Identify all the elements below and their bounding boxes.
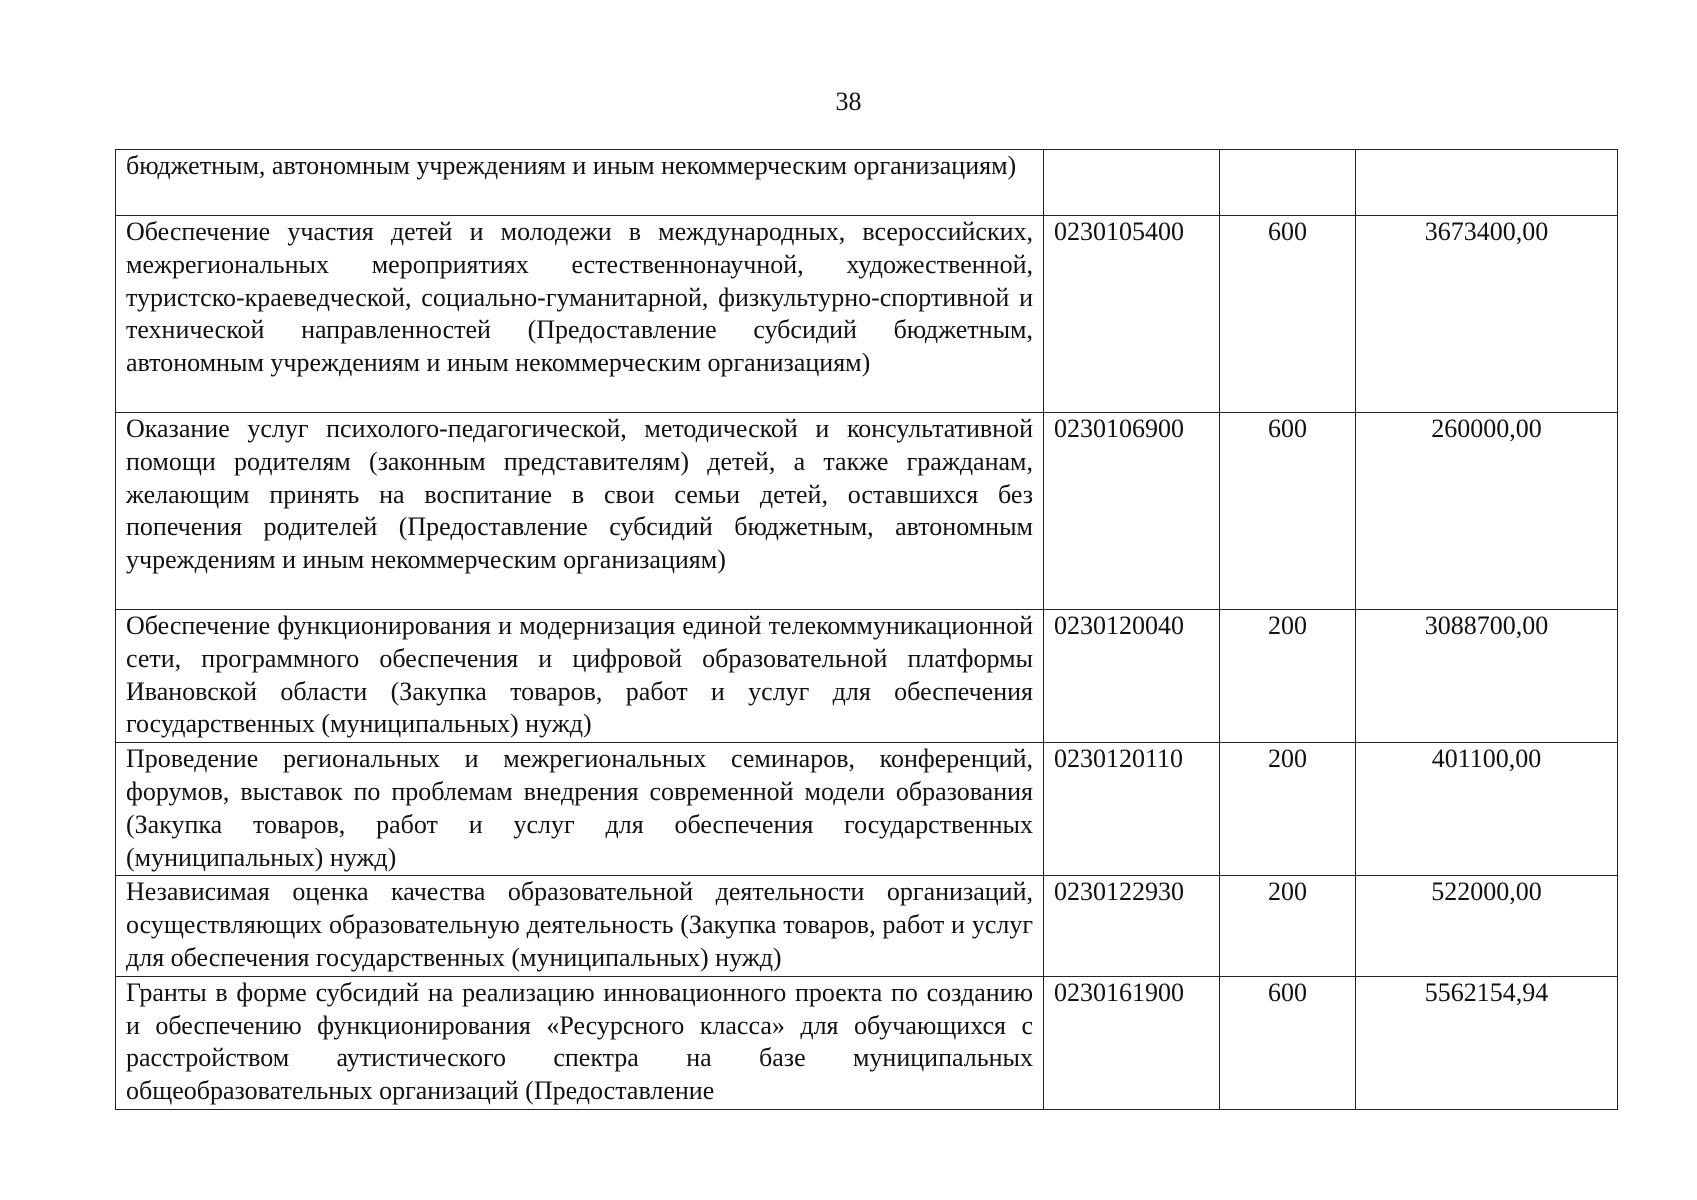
row-name-cell [116,150,1044,216]
row-code-cell: 0230122930 [1044,876,1220,976]
row-type-cell: 600 [1220,216,1356,413]
row-type-cell: 200 [1220,743,1356,876]
budget-table [115,149,1618,1110]
row-code-cell: 0230106900 [1044,413,1220,610]
row-sum-cell: 3673400,00 [1356,216,1618,413]
row-name-text: Проведение региональных и межрегиональных семинаров, конференций, форумов, выставок по проблемам внедрения современной модели образования (Закупка товаров, работ и услуг для обеспечения государственных (муниципальных) нужд) [126,744,1033,872]
table-row [116,150,1618,216]
row-code-cell: 0230120110 [1044,743,1220,876]
row-name-text: Обеспечение участия детей и молодежи в международных, всероссийских, межрегиональных мероприятиях естественнонаучной, художественной, туристско-краеведческой, социально-гуманитарной, физкультурно-спортивной и технической направленностей (Предоставление субсидий бюджетным, автономным учреждениям и иным некоммерческим организациям) [126,217,1033,378]
row-name-cell [116,876,1044,976]
row-type-cell: 200 [1220,876,1356,976]
row-name-cell [116,216,1044,413]
row-name-text: Гранты в форме субсидий на реализацию инновационного проекта по созданию и обеспечению функционирования «Ресурсного класса» для обучающихся с расстройством аутистического спектра на базе муниципальных общеобразовательных организаций (Предоставление [126,977,1033,1106]
row-type-cell: 600 [1220,976,1356,1109]
row-code-cell: 0230120040 [1044,610,1220,743]
row-sum-cell: 3088700,00 [1356,610,1618,743]
row-type-cell: 600 [1220,413,1356,610]
table-row [116,216,1618,413]
row-type-cell: 200 [1220,610,1356,743]
row-name-cell [116,413,1044,610]
table-row [116,976,1618,1109]
row-name-cell [116,743,1044,876]
row-sum-cell: 401100,00 [1356,743,1618,876]
row-name-text: Оказание услуг психолого-педагогической, методической и консультативной помощи родителям (законным представителям) детей, а также гражданам, желающим принять на воспитание в свои семьи детей, оставшихся без попечения родителей (Предоставление субсидий бюджетным, автономным учреждениям и иным некоммерческим организациям) [126,414,1033,575]
row-type-cell [1220,150,1356,216]
table-row [116,413,1618,610]
row-code-cell: 0230105400 [1044,216,1220,413]
row-name-text: Независимая оценка качества образовательной деятельности организаций, осуществляющих образовательную деятельность (Закупка товаров, работ и услуг для обеспечения государственных (муниципальных) нужд) [126,877,1033,972]
page-number: 38 [835,87,862,116]
row-sum-cell: 260000,00 [1356,413,1618,610]
table-row [116,743,1618,876]
row-name-text: бюджетным, автономным учреждениям и иным некоммерческим организациям) [126,151,1017,180]
row-code-cell: 0230161900 [1044,976,1220,1109]
row-name-text: Обеспечение функционирования и модернизация единой телекоммуникационной сети, программного обеспечения и цифровой образовательной платформы Ивановской области (Закупка товаров, работ и услуг для обеспечения государственных (муниципальных) нужд) [126,611,1033,739]
row-name-cell [116,976,1044,1109]
row-sum-cell: 522000,00 [1356,876,1618,976]
row-sum-cell [1356,150,1618,216]
row-name-cell [116,610,1044,743]
row-code-cell [1044,150,1220,216]
table-row [116,876,1618,976]
table-row [116,610,1618,743]
row-sum-cell: 5562154,94 [1356,976,1618,1109]
